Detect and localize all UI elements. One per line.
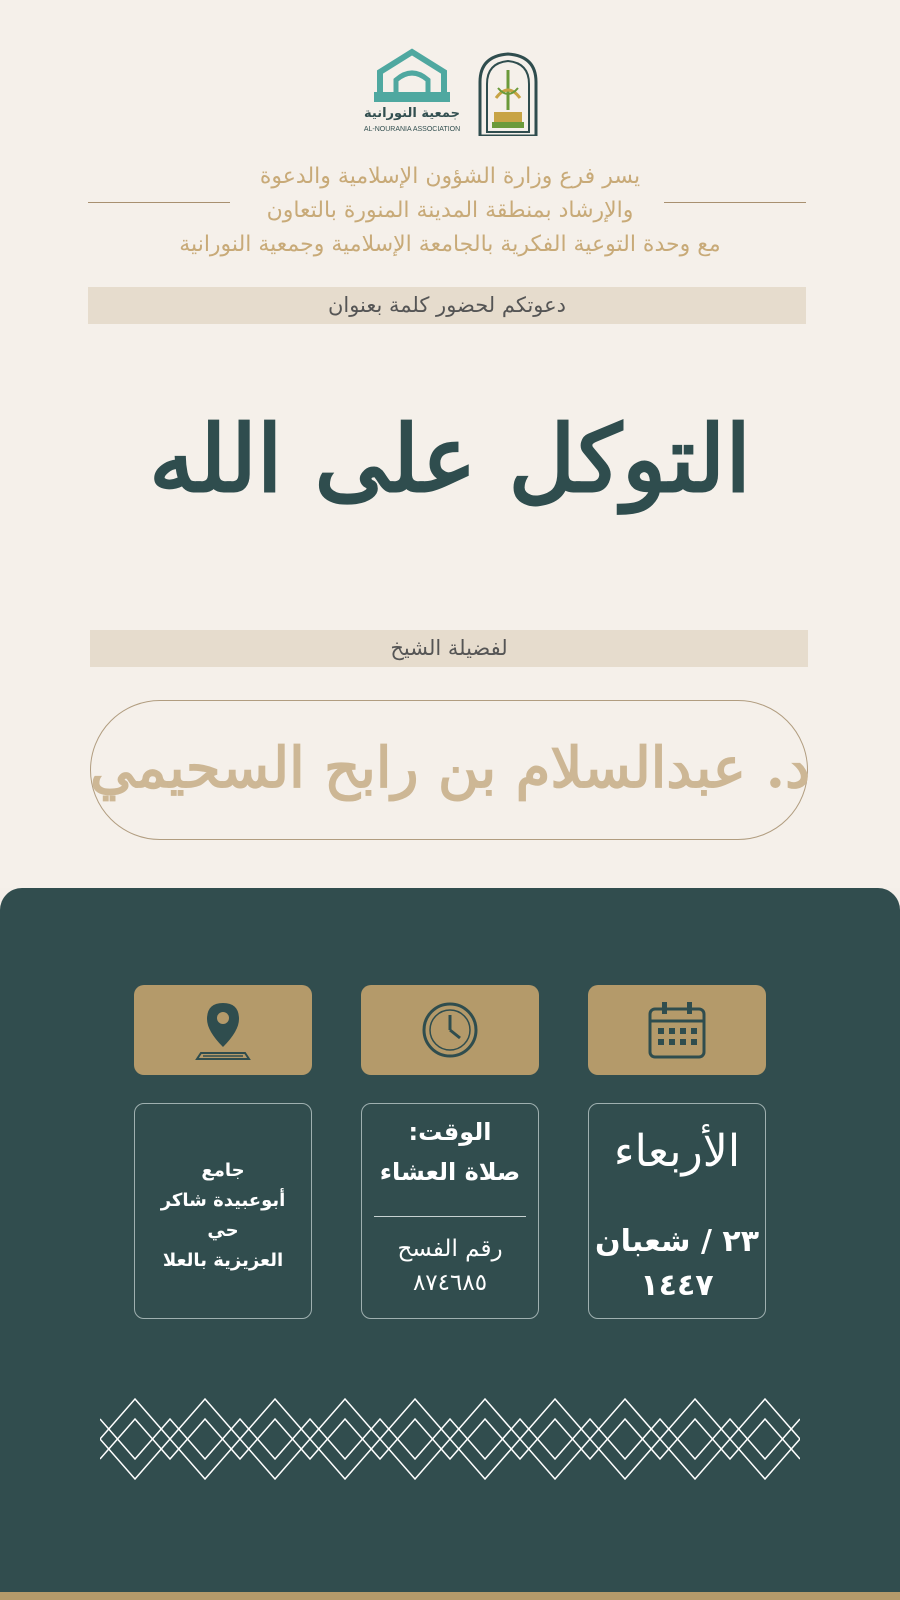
location-line-4: العزيزية بالعلا xyxy=(162,1250,284,1271)
location-line-3: حي xyxy=(207,1220,239,1241)
association-name-ar: جمعية النورانية xyxy=(364,106,460,121)
time-divider xyxy=(374,1216,526,1217)
location-line-1: جامع xyxy=(201,1160,245,1181)
time-box xyxy=(361,1103,539,1319)
date-day-month: ٢٣ / شعبان xyxy=(594,1224,760,1259)
location-icon-box xyxy=(134,985,312,1075)
bottom-gold-bar xyxy=(0,1592,900,1600)
ministry-logo xyxy=(476,52,540,136)
location-line-2: أبوعبيدة شاكر xyxy=(160,1190,286,1211)
intro-line-2: والإرشاد بمنطقة المدينة المنورة بالتعاون xyxy=(266,198,634,223)
speaker-label: لفضيلة الشيخ xyxy=(90,630,808,667)
association-name-en: AL-NOURANIA ASSOCIATION xyxy=(363,126,461,133)
location-pin-icon xyxy=(193,999,253,1061)
permit-label: رقم الفسح xyxy=(397,1236,503,1262)
calendar-icon xyxy=(647,999,707,1061)
calendar-icon-box xyxy=(588,985,766,1075)
clock-icon xyxy=(420,1000,480,1060)
date-text xyxy=(589,1220,765,1308)
time-value: صلاة العشاء xyxy=(379,1158,521,1186)
permit-number: ٨٧٤٦٨٥ xyxy=(412,1270,488,1296)
geometric-pattern xyxy=(100,1395,800,1483)
day-name: الأربعاء xyxy=(613,1126,741,1177)
intro-line-3: مع وحدة التوعية الفكرية بالجامعة الإسلامية وجمعية النورانية xyxy=(179,232,721,257)
invite-label: دعوتكم لحضور كلمة بعنوان xyxy=(88,287,806,324)
date-box xyxy=(588,1103,766,1319)
intro-line-1: يسر فرع وزارة الشؤون الإسلامية والدعوة xyxy=(259,164,641,189)
logos xyxy=(360,48,540,140)
speaker-name: د. عبدالسلام بن رابح السحيمي xyxy=(89,735,810,801)
lecture-title: التوكل على الله xyxy=(149,405,751,513)
location-box xyxy=(134,1103,312,1319)
date-year: ١٤٤٧ xyxy=(640,1268,714,1303)
permit-info xyxy=(362,1232,538,1300)
location-text xyxy=(141,1156,305,1276)
clock-icon-box xyxy=(361,985,539,1075)
association-logo xyxy=(360,48,464,140)
intro-text xyxy=(150,160,750,262)
time-label: الوقت: xyxy=(408,1118,492,1146)
